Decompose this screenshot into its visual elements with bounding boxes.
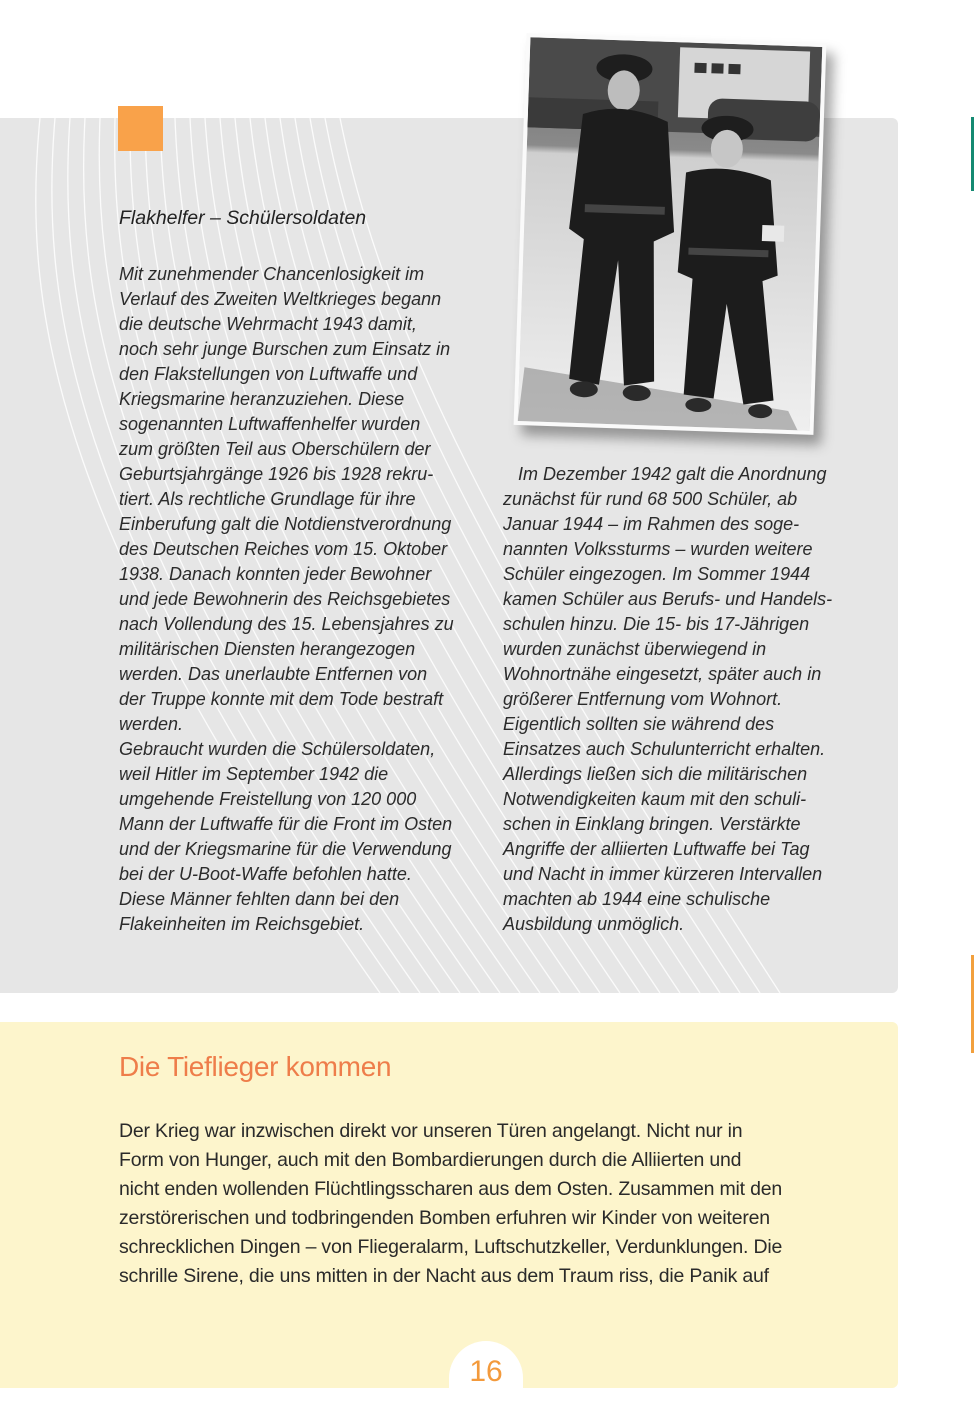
text-line: größerer Entfernung vom Wohnort. <box>503 689 783 709</box>
text-line: Schüler eingezogen. Im Sommer 1944 <box>503 564 811 584</box>
sidebar-title: Flakhelfer – Schülersoldaten <box>119 207 367 229</box>
text-line: zum größten Teil aus Oberschülern der <box>119 439 431 459</box>
sidebar-right-column <box>503 462 832 937</box>
text-line: der Truppe konnte mit dem Tode bestraft <box>119 689 444 709</box>
text-line: und jede Bewohnerin des Reichsgebietes <box>119 589 451 609</box>
accent-square <box>118 106 163 151</box>
text-line: kamen Schüler aus Berufs- und Handels- <box>503 589 833 609</box>
text-line: Mann der Luftwaffe für die Front im Osten <box>119 814 453 834</box>
text-line: schrille Sirene, die uns mitten in der Nacht aus dem Traum riss, die Panik auf <box>119 1265 769 1287</box>
text-line: schen in Einklang bringen. Verstärkte <box>503 814 801 834</box>
historical-photo <box>514 33 827 435</box>
text-line: und Nacht in immer kürzeren Intervallen <box>503 864 823 884</box>
text-line: schrecklichen Dingen – von Fliegeralarm, Luftschutzkeller, Verdunklungen. Die <box>119 1236 783 1258</box>
photo-frame <box>514 33 827 435</box>
text-line: weil Hitler im September 1942 die <box>119 764 389 784</box>
photo-image <box>518 37 823 430</box>
text-line: Einsatzes auch Schulunterricht erhalten. <box>503 739 826 759</box>
text-line: Notwendigkeiten kaum mit den schuli- <box>503 789 807 809</box>
text-line: 1938. Danach konnten jeder Bewohner <box>119 564 432 584</box>
text-line: militärischen Diensten herangezogen <box>119 639 416 659</box>
text-line: Kriegsmarine heranzuziehen. Diese <box>119 389 405 409</box>
text-line: Form von Hunger, auch mit den Bombardierungen durch die Alliierten und <box>119 1149 742 1171</box>
text-line: Geburtsjahrgänge 1926 bis 1928 rekru- <box>119 464 434 484</box>
text-line: umgehende Freistellung von 120 000 <box>119 789 417 809</box>
text-line: tiert. Als rechtliche Grundlage für ihre <box>119 489 416 509</box>
text-line: und der Kriegsmarine für die Verwendung <box>119 839 452 859</box>
text-line: des Deutschen Reiches vom 15. Oktober <box>119 539 448 559</box>
text-line: Einberufung galt die Notdienstverordnung <box>119 514 452 534</box>
text-line: Mit zunehmender Chancenlosigkeit im <box>119 264 425 284</box>
text-line: werden. Das unerlaubte Entfernen von <box>119 664 428 684</box>
text-line: machten ab 1944 eine schulische <box>503 889 771 909</box>
photo-placeholder-icon <box>518 37 823 430</box>
text-line: Januar 1944 – im Rahmen des soge- <box>503 514 800 534</box>
page-number: 16 <box>469 1355 503 1388</box>
section-heading: Die Tieflieger kommen <box>119 1051 392 1082</box>
text-line: nannten Volkssturms – wurden weitere <box>503 539 813 559</box>
text-line: Gebraucht wurden die Schülersoldaten, <box>119 739 436 759</box>
section-body <box>119 1117 782 1291</box>
text-line: noch sehr junge Burschen zum Einsatz in <box>119 339 451 359</box>
text-line: Eigentlich sollten sie während des <box>503 714 775 734</box>
text-line: sogenannten Luftwaffenhelfer wurden <box>119 414 421 434</box>
text-line: werden. <box>119 714 184 734</box>
text-line: wurden zunächst überwiegend in <box>503 639 767 659</box>
text-line: Im Dezember 1942 galt die Anordnung <box>503 464 827 484</box>
text-line: zerstörerischen und todbringenden Bomben erfuhren wir Kinder von weiteren <box>119 1207 770 1229</box>
text-line: bei der U-Boot-Waffe befohlen hatte. <box>119 864 412 884</box>
sidebar-left-column <box>119 262 454 937</box>
text-line: schulen hinzu. Die 15- bis 17-Jährigen <box>503 614 810 634</box>
text-line: zunächst für rund 68 500 Schüler, ab <box>503 489 798 509</box>
text-line: den Flakstellungen von Luftwaffe und <box>119 364 418 384</box>
text-line: Angriffe der alliierten Luftwaffe bei Tag <box>503 839 810 859</box>
text-line: Wohnortnähe eingesetzt, später auch in <box>503 664 822 684</box>
text-line: die deutsche Wehrmacht 1943 damit, <box>119 314 417 334</box>
text-line: Diese Männer fehlten dann bei den <box>119 889 400 909</box>
text-line: Flakeinheiten im Reichsgebiet. <box>119 914 365 934</box>
text-line: Allerdings ließen sich die militärischen <box>503 764 808 784</box>
text-line: nach Vollendung des 15. Lebensjahres zu <box>119 614 454 634</box>
text-line: Ausbildung unmöglich. <box>503 914 685 934</box>
text-line: nicht enden wollenden Flüchtlingsscharen aus dem Osten. Zusammen mit den <box>119 1178 783 1200</box>
text-line: Der Krieg war inzwischen direkt vor unseren Türen angelangt. Nicht nur in <box>119 1120 743 1142</box>
text-line: Verlauf des Zweiten Weltkrieges begann <box>119 289 442 309</box>
